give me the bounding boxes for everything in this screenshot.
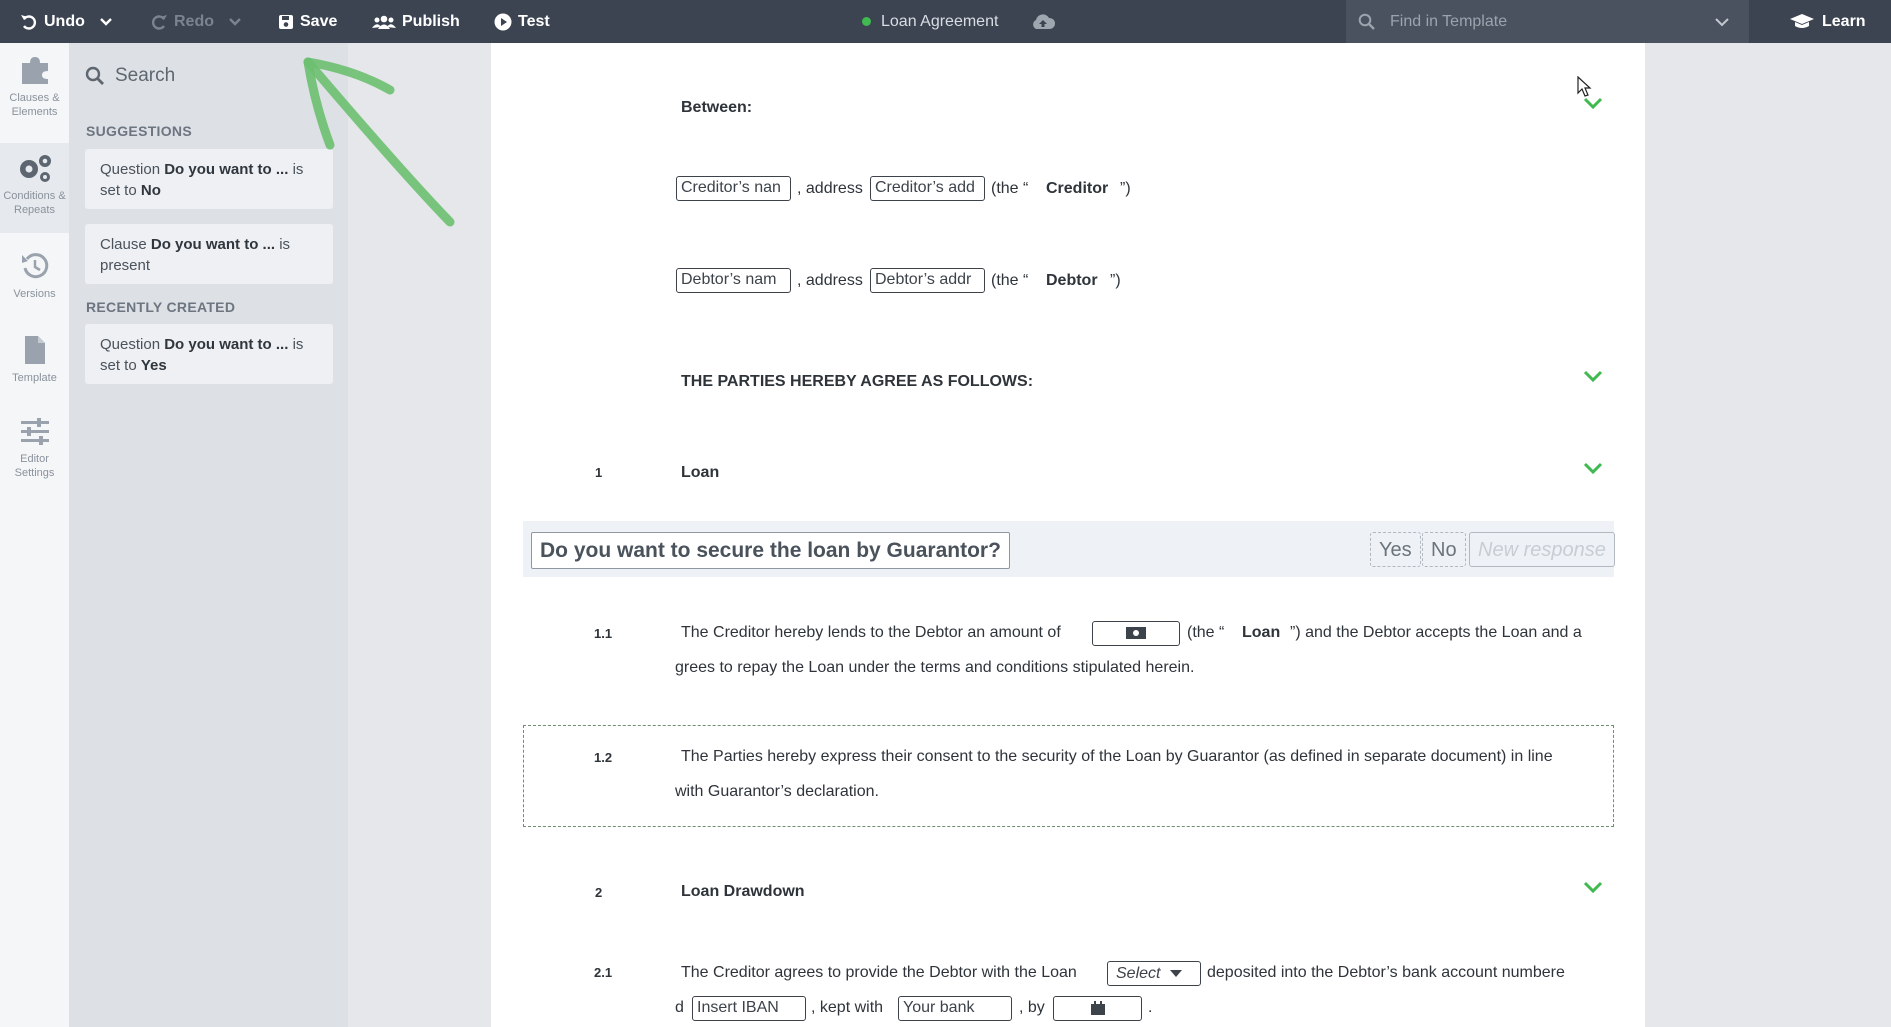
find-input[interactable]	[1390, 13, 1690, 31]
caret-down-icon	[1170, 970, 1182, 978]
icon-rail	[0, 43, 69, 1027]
the-open: (the “	[991, 180, 1029, 197]
agree-heading: THE PARTIES HEREBY AGREE AS FOLLOWS:	[681, 373, 1034, 390]
card-name: Do you want to ...	[164, 336, 289, 353]
no-option[interactable]: No	[1422, 532, 1466, 567]
undo-button[interactable]	[20, 0, 113, 43]
recent-card[interactable]	[85, 324, 333, 384]
canvas-margin	[1645, 43, 1891, 1027]
card-value: No	[140, 182, 161, 199]
test-label: Test	[518, 12, 550, 30]
chevron-down-icon[interactable]	[1583, 370, 1603, 384]
card-mid: is present	[100, 236, 291, 274]
clause-text: The Creditor hereby lends to the Debtor an amount of	[681, 624, 1061, 641]
suggestions-heading: SUGGESTIONS	[86, 123, 192, 139]
conditional-clause-box[interactable]	[523, 725, 1614, 827]
clause-text: , kept with	[811, 999, 884, 1016]
money-icon	[1126, 626, 1146, 640]
play-icon	[494, 13, 512, 31]
creditor-name-field[interactable]: Creditor’s nan	[676, 176, 791, 201]
redo-button[interactable]	[150, 0, 242, 43]
card-name: Do you want to ...	[150, 236, 276, 253]
iban-field[interactable]: Insert IBAN	[692, 996, 806, 1021]
sidebar-search-placeholder: Search	[115, 65, 176, 86]
rail-conditions-label: Conditions & Repeats	[3, 190, 66, 216]
rail-template-label: Template	[12, 372, 57, 384]
bank-field[interactable]: Your bank	[898, 996, 1012, 1021]
rail-template[interactable]	[0, 335, 69, 405]
calendar-icon	[1090, 1001, 1106, 1016]
section-number: 1.2	[594, 750, 613, 765]
undo-label: Undo	[44, 12, 85, 30]
debtor-name-field[interactable]: Debtor’s nam	[676, 268, 791, 293]
loan-term: Loan	[1242, 624, 1281, 641]
debtor-address-field[interactable]: Debtor’s addr	[870, 268, 985, 293]
rail-editor-settings-label: Editor Settings	[14, 453, 55, 479]
clause-text: , by	[1019, 999, 1045, 1016]
users-icon	[372, 14, 396, 30]
card-mid: is set to	[100, 336, 304, 374]
clause-text: d	[675, 999, 684, 1016]
history-icon	[20, 251, 50, 281]
section-number: 1	[595, 465, 603, 480]
save-icon	[278, 14, 294, 30]
new-response-option[interactable]: New response	[1469, 532, 1615, 567]
clause-text: deposited into the Debtor’s bank account numbere	[1207, 964, 1565, 981]
search-icon	[1358, 13, 1376, 31]
chevron-down-icon[interactable]	[228, 17, 242, 27]
clause-text: .	[1148, 999, 1153, 1016]
rail-clauses-elements[interactable]	[0, 55, 69, 135]
section-title: Loan	[681, 464, 720, 481]
search-icon	[85, 66, 105, 86]
card-mid: is set to	[100, 161, 304, 199]
annotation-arrow	[290, 50, 470, 235]
debtor-term: Debtor	[1046, 272, 1098, 289]
card-prefix: Question	[100, 161, 161, 178]
find-in-template	[1346, 0, 1749, 43]
amount-field[interactable]	[1092, 621, 1180, 646]
chevron-down-icon[interactable]	[1583, 881, 1603, 895]
question-label[interactable]: Do you want to secure the loan by Guarantor?	[531, 532, 1010, 569]
card-name: Do you want to ...	[164, 161, 289, 178]
select-value: Select	[1116, 964, 1161, 982]
undo-icon	[20, 13, 38, 31]
the-close: ”)	[1120, 180, 1131, 197]
test-button[interactable]	[494, 0, 550, 43]
graduation-cap-icon	[1790, 14, 1814, 30]
recent-heading: RECENTLY CREATED	[86, 299, 236, 315]
document-title	[862, 0, 1056, 43]
clause-text: The Creditor agrees to provide the Debtor with the Loan	[681, 964, 1077, 981]
creditor-address-field[interactable]: Creditor’s add	[870, 176, 985, 201]
clause-text: grees to repay the Loan under the terms and conditions stipulated herein.	[675, 659, 1195, 676]
the-open: (the “	[1187, 624, 1225, 641]
loan-select-dropdown[interactable]	[1107, 961, 1201, 986]
publish-label: Publish	[402, 12, 460, 30]
mouse-cursor-icon	[1577, 76, 1593, 98]
creditor-term: Creditor	[1046, 180, 1109, 197]
rail-versions-label: Versions	[13, 288, 56, 300]
rail-clauses-label: Clauses & Elements	[9, 92, 60, 118]
rail-conditions-repeats[interactable]	[0, 143, 69, 233]
puzzle-icon	[18, 55, 52, 85]
chevron-down-icon[interactable]	[1583, 97, 1603, 111]
card-prefix: Clause	[100, 236, 147, 253]
section-number: 2	[595, 885, 603, 900]
yes-option[interactable]: Yes	[1370, 532, 1421, 567]
learn-button[interactable]	[1790, 0, 1866, 43]
chevron-down-icon[interactable]	[1583, 462, 1603, 476]
card-value: Yes	[140, 357, 167, 374]
the-close: ”)	[1110, 272, 1121, 289]
rail-editor-settings[interactable]	[0, 418, 69, 498]
date-field[interactable]	[1053, 996, 1142, 1021]
address-label: , address	[797, 180, 863, 197]
sliders-icon	[19, 418, 51, 446]
between-heading: Between:	[681, 99, 753, 116]
document-title-text: Loan Agreement	[881, 12, 999, 30]
document-icon	[23, 335, 47, 365]
learn-label: Learn	[1822, 12, 1866, 30]
chevron-down-icon[interactable]	[1714, 17, 1730, 27]
top-toolbar	[0, 0, 1891, 43]
clause-text: The Parties hereby express their consent to the security of the Loan by Guarantor (as defined in separate document) in line	[681, 748, 1553, 765]
redo-icon	[150, 13, 168, 31]
the-open: (the “	[991, 272, 1029, 289]
save-label: Save	[300, 12, 338, 30]
cloud-upload-icon[interactable]	[1030, 12, 1056, 32]
chevron-down-icon[interactable]	[99, 17, 113, 27]
redo-label: Redo	[174, 12, 214, 30]
status-dot	[862, 17, 871, 26]
save-button[interactable]	[278, 0, 337, 43]
address-label: , address	[797, 272, 863, 289]
section-title: Loan Drawdown	[681, 883, 805, 900]
clause-text: ”) and the Debtor accepts the Loan and a	[1290, 624, 1582, 641]
publish-button[interactable]	[372, 0, 460, 43]
section-number: 2.1	[594, 965, 613, 980]
section-number: 1.1	[594, 626, 613, 641]
rail-versions[interactable]	[0, 251, 69, 321]
sidebar-search[interactable]	[85, 65, 175, 87]
gears-icon	[16, 153, 54, 183]
card-prefix: Question	[100, 336, 161, 353]
clause-text: with Guarantor’s declaration.	[675, 783, 879, 800]
